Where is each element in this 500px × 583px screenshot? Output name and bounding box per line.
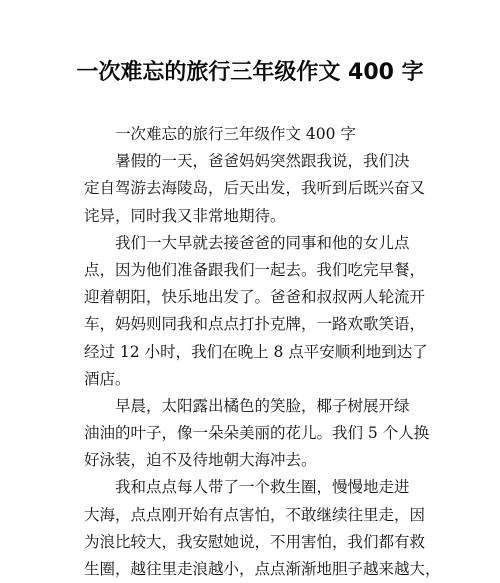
text-line: 油油的叶子，像一朵朵美丽的花儿。我们 5 个人换 [84, 424, 430, 443]
text-line: 暑假的一天，爸爸妈妈突然跟我说，我们决 [115, 152, 410, 171]
text-line: 早晨，太阳露出橘色的笑脸，椰子树展开绿 [115, 396, 410, 415]
text-line: 诧异，同时我又非常地期待。 [84, 206, 286, 225]
text-line: 生圈，越往里走浪越小，点点渐渐地胆子越来越大， [84, 560, 441, 578]
document-title: 一次难忘的旅行三年级作文 400 字 [76, 60, 424, 85]
text-line: 大海，点点刚开始有点害怕，不敢继续往里走，因 [84, 505, 426, 524]
text-line: 一次难忘的旅行三年级作文 400 字 [115, 125, 356, 143]
document-body [84, 121, 441, 583]
text-line: 迎着朝阳，快乐地出发了。爸爸和叔叔两人轮流开 [84, 288, 426, 307]
text-line: 经过 12 小时，我们在晚上 8 点平安顺利地到达了 [84, 342, 428, 361]
text-line: 我和点点每人带了一个救生圈，慢慢地走进 [115, 478, 410, 497]
text-line: 好泳装，迫不及待地朝大海冲去。 [84, 451, 317, 470]
text-line: 我们一大早就去接爸爸的同事和他的女儿点 [115, 233, 410, 252]
text-line: 为浪比较大，我安慰她说，不用害怕，我们都有救 [84, 532, 426, 551]
text-line: 车，妈妈则同我和点点打扑克牌，一路欢歌笑语， [84, 315, 426, 334]
text-line: 定自驾游去海陵岛，后天出发，我听到后既兴奋又 [84, 179, 426, 198]
text-line: 酒店。 [84, 369, 131, 388]
text-line: 点，因为他们准备跟我们一起去。我们吃完早餐， [84, 260, 426, 279]
